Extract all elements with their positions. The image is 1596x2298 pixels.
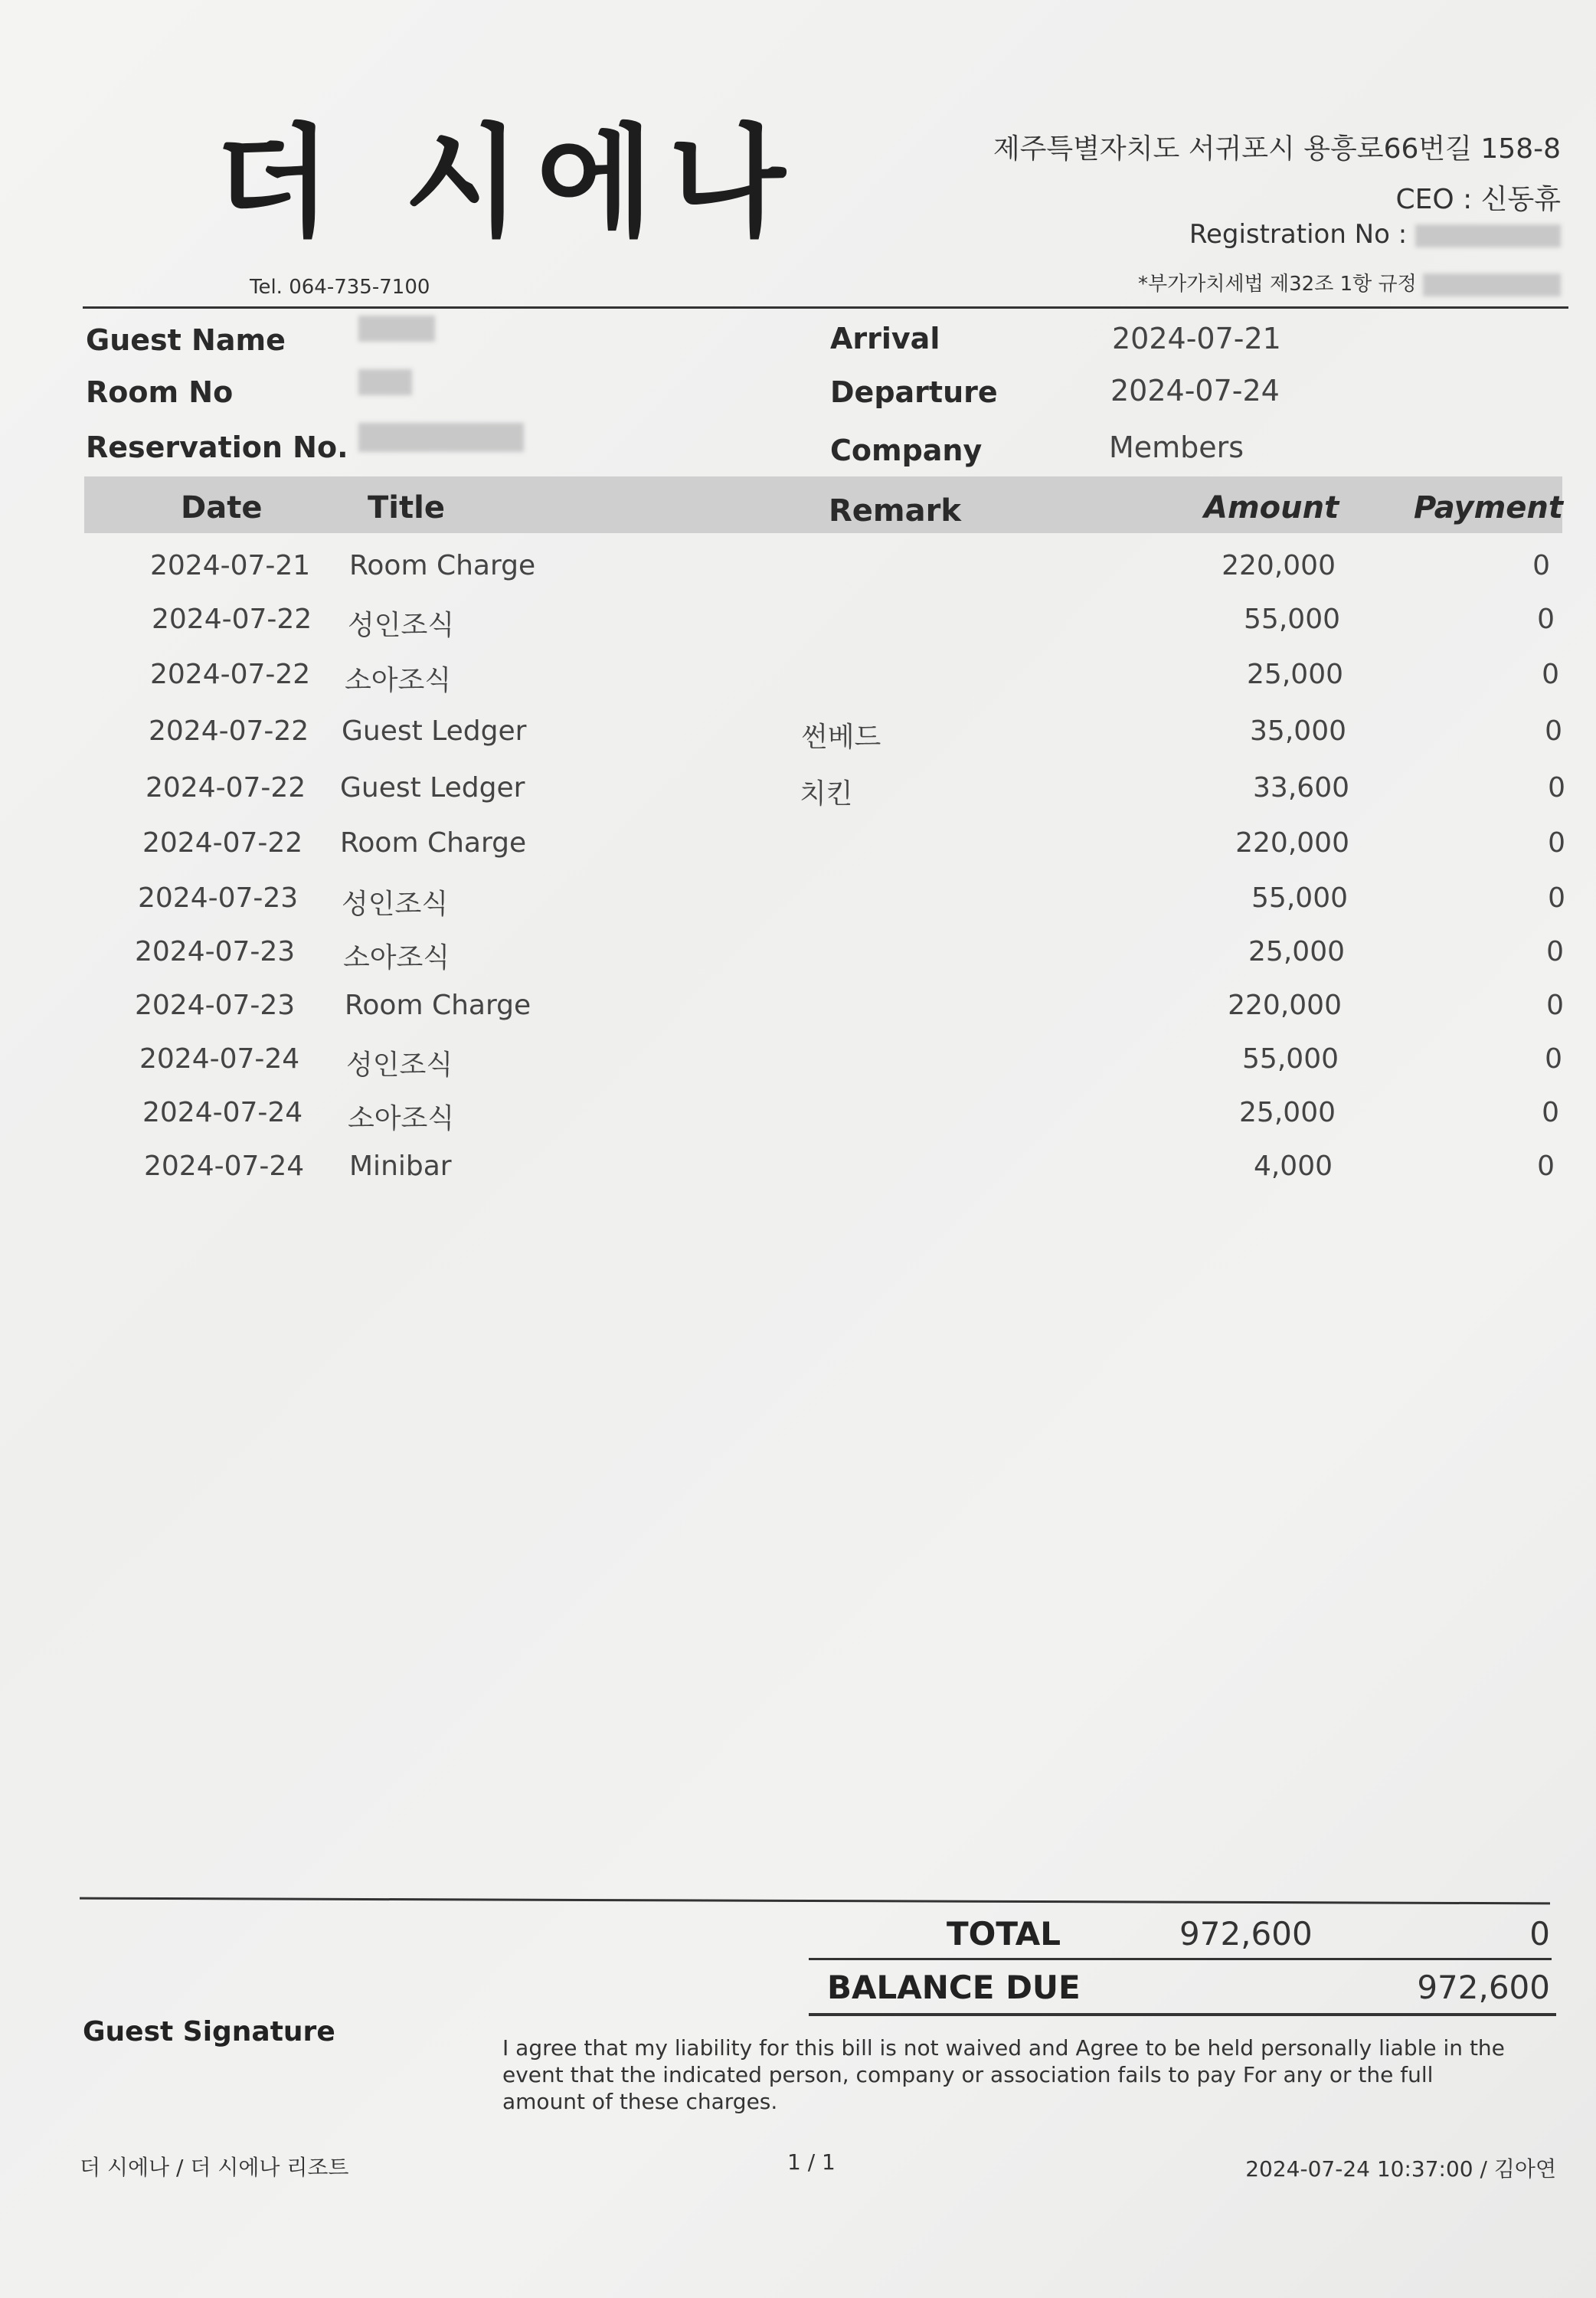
registration-label: Registration No : bbox=[1189, 219, 1408, 250]
header-title: Title bbox=[368, 490, 445, 525]
cell-title: Room Charge bbox=[340, 827, 527, 859]
cell-date: 2024-07-22 bbox=[149, 715, 309, 747]
cell-title: 성인조식 bbox=[348, 610, 455, 641]
cell-title: 소아조식 bbox=[343, 942, 450, 974]
cell-payment: 0 bbox=[1537, 1151, 1555, 1182]
cell-date: 2024-07-23 bbox=[135, 936, 296, 967]
cell-date: 2024-07-22 bbox=[150, 659, 311, 690]
room-no-redacted bbox=[358, 369, 412, 395]
cell-date: 2024-07-21 bbox=[150, 550, 311, 581]
cell-date: 2024-07-22 bbox=[146, 772, 306, 804]
hotel-tel: Tel. 064-735-7100 bbox=[250, 276, 430, 299]
cell-amount: 220,000 bbox=[1228, 990, 1342, 1021]
table-row bbox=[0, 715, 1596, 769]
table-row bbox=[0, 827, 1596, 881]
table-row bbox=[0, 1151, 1596, 1204]
cell-amount: 25,000 bbox=[1247, 659, 1343, 690]
room-no-label: Room No bbox=[86, 375, 234, 409]
departure-label: Departure bbox=[830, 375, 998, 409]
company-value: Members bbox=[1109, 430, 1244, 464]
cell-payment: 0 bbox=[1542, 1097, 1559, 1128]
header-date: Date bbox=[181, 490, 263, 525]
cell-amount: 55,000 bbox=[1242, 1043, 1339, 1075]
table-header-bar bbox=[84, 476, 1562, 533]
totals-divider bbox=[80, 1897, 1550, 1905]
cell-title: 성인조식 bbox=[346, 1049, 453, 1081]
cell-payment: 0 bbox=[1548, 772, 1565, 804]
cell-payment: 0 bbox=[1548, 882, 1565, 914]
cell-title: 소아조식 bbox=[345, 665, 452, 696]
arrival-label: Arrival bbox=[830, 322, 940, 355]
cell-payment: 0 bbox=[1542, 659, 1559, 690]
cell-amount: 35,000 bbox=[1250, 715, 1346, 747]
cell-title: 소아조식 bbox=[348, 1103, 455, 1134]
reservation-no-label: Reservation No. bbox=[86, 430, 348, 464]
cell-title: Minibar bbox=[349, 1151, 452, 1182]
vat-note bbox=[1138, 268, 1561, 296]
company-label: Company bbox=[830, 434, 983, 467]
cell-title: Room Charge bbox=[345, 990, 531, 1021]
guest-signature-label: Guest Signature bbox=[83, 2016, 335, 2048]
cell-payment: 0 bbox=[1545, 715, 1562, 747]
cell-title: 성인조식 bbox=[342, 889, 449, 920]
redacted-registration bbox=[1415, 224, 1561, 247]
table-row bbox=[0, 1043, 1596, 1097]
arrival-date: 2024-07-21 bbox=[1112, 322, 1281, 355]
cell-payment: 0 bbox=[1537, 604, 1555, 635]
cell-amount: 55,000 bbox=[1244, 604, 1340, 635]
footer-printed-info: 2024-07-24 10:37:00 / 김아연 bbox=[1245, 2156, 1556, 2182]
vat-note-text: *부가가치세법 제32조 1항 규정 bbox=[1138, 273, 1417, 296]
cell-payment: 0 bbox=[1532, 550, 1550, 581]
cell-date: 2024-07-22 bbox=[142, 827, 303, 859]
table-row bbox=[0, 882, 1596, 936]
registration-number bbox=[1189, 219, 1561, 250]
redacted-vat bbox=[1423, 273, 1561, 296]
cell-amount: 220,000 bbox=[1235, 827, 1349, 859]
departure-date: 2024-07-24 bbox=[1110, 374, 1280, 408]
cell-amount: 220,000 bbox=[1222, 550, 1336, 581]
hotel-address: 제주특별자치도 서귀포시 용흥로66번길 158-8 bbox=[993, 133, 1561, 165]
balance-due-amount: 972,600 bbox=[1417, 1969, 1550, 2006]
cell-title: Guest Ledger bbox=[340, 772, 525, 804]
cell-remark: 치킨 bbox=[800, 778, 853, 810]
cell-payment: 0 bbox=[1548, 827, 1565, 859]
header-amount: Amount bbox=[1204, 490, 1339, 525]
cell-date: 2024-07-24 bbox=[139, 1043, 300, 1075]
cell-date: 2024-07-24 bbox=[144, 1151, 305, 1182]
cell-title: Guest Ledger bbox=[342, 715, 527, 747]
cell-amount: 25,000 bbox=[1239, 1097, 1336, 1128]
header-payment: Payment bbox=[1414, 490, 1563, 525]
cell-amount: 4,000 bbox=[1253, 1151, 1333, 1182]
table-row bbox=[0, 772, 1596, 826]
hotel-logo: 더 시에나 bbox=[214, 113, 801, 254]
cell-date: 2024-07-23 bbox=[135, 990, 296, 1021]
cell-amount: 55,000 bbox=[1251, 882, 1348, 914]
table-row bbox=[0, 659, 1596, 712]
cell-amount: 25,000 bbox=[1248, 936, 1345, 967]
total-payment: 0 bbox=[1529, 1915, 1550, 1953]
footer-page-number: 1 / 1 bbox=[787, 2149, 836, 2175]
table-row bbox=[0, 936, 1596, 990]
cell-date: 2024-07-24 bbox=[142, 1097, 303, 1128]
total-label: TOTAL bbox=[947, 1915, 1061, 1953]
cell-date: 2024-07-22 bbox=[152, 604, 312, 635]
cell-remark: 썬베드 bbox=[801, 722, 881, 753]
header-divider bbox=[83, 306, 1568, 309]
header-remark: Remark bbox=[829, 493, 961, 529]
liability-agreement: I agree that my liability for this bill is not waived and Agree to be held personally liable in the event that the indicated person, company or association fails to pay For any or the full amount of these charges. bbox=[502, 2035, 1505, 2114]
cell-date: 2024-07-23 bbox=[138, 882, 299, 914]
balance-underline bbox=[809, 2013, 1556, 2016]
guest-name-redacted bbox=[358, 316, 435, 342]
ceo-name: CEO : 신동휴 bbox=[1395, 184, 1561, 215]
cell-amount: 33,600 bbox=[1253, 772, 1349, 804]
footer-hotel-name: 더 시에나 / 더 시에나 리조트 bbox=[80, 2155, 349, 2180]
cell-payment: 0 bbox=[1545, 1043, 1562, 1075]
table-row bbox=[0, 604, 1596, 657]
cell-payment: 0 bbox=[1546, 936, 1564, 967]
cell-title: Room Charge bbox=[349, 550, 536, 581]
balance-due-label: BALANCE DUE bbox=[827, 1969, 1081, 2006]
table-row bbox=[0, 550, 1596, 604]
table-row bbox=[0, 990, 1596, 1043]
table-row bbox=[0, 1097, 1596, 1151]
total-underline bbox=[809, 1958, 1552, 1960]
cell-payment: 0 bbox=[1546, 990, 1564, 1021]
reservation-no-redacted bbox=[358, 423, 524, 452]
guest-name-label: Guest Name bbox=[86, 323, 286, 357]
total-amount: 972,600 bbox=[1179, 1915, 1313, 1953]
